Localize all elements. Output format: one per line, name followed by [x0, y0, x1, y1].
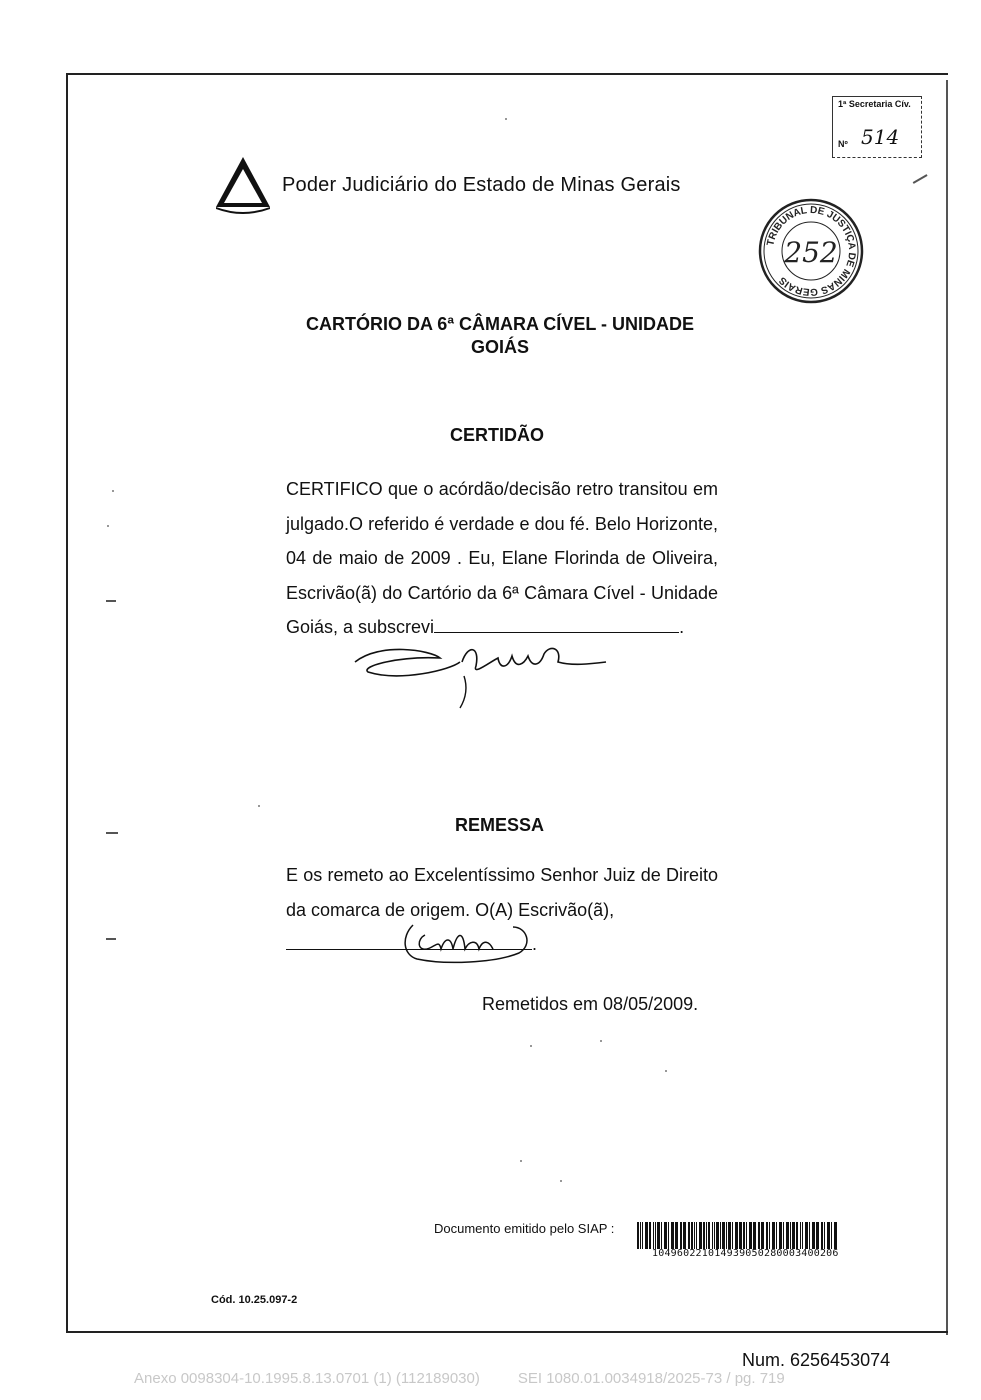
barcode-bar [735, 1222, 738, 1249]
certidao-text: CERTIFICO que o acórdão/decisão retro transitou em julgado.O referido é verdade e dou fé. Belo Horizonte, 04 de maio de 2009 . Eu, Elane Florinda de Oliveira, Escrivão(ã) do Cartório da 6ª Câmara Cível - Unidade Goiás, a subscrevi [286, 479, 718, 637]
barcode-bar [728, 1222, 731, 1249]
barcode-bar [661, 1222, 662, 1249]
court-seal [758, 198, 864, 304]
office-title-line-2: GOIÁS [470, 337, 529, 357]
barcode-bar [816, 1222, 819, 1249]
footer-watermark [134, 1370, 785, 1387]
barcode-bar [691, 1222, 693, 1249]
scan-mark [106, 600, 116, 602]
barcode-bar [783, 1222, 784, 1249]
page-border-bottom [66, 1331, 948, 1333]
barcode-bar [761, 1222, 764, 1249]
barcode-bar [714, 1222, 715, 1249]
office-title-line-1: CARTÓRIO DA 6ª CÂMARA CÍVEL - UNIDADE [305, 314, 694, 334]
footer-left: Anexo 0098304-10.1995.8.13.0701 (1) (112189030) [134, 1370, 480, 1387]
scan-speck [665, 1070, 667, 1072]
barcode-bar [694, 1222, 695, 1249]
barcode-bar [796, 1222, 798, 1249]
scan-mark [106, 832, 118, 834]
barcode-bar [649, 1222, 651, 1249]
barcode-bar [776, 1222, 777, 1249]
barcode-bar [688, 1222, 690, 1249]
form-code: Cód. 10.25.097-2 [211, 1294, 298, 1306]
certidao-end: . [679, 617, 685, 637]
barcode-bar [720, 1222, 721, 1249]
scan-speck [530, 1045, 532, 1047]
certidao-body [286, 472, 718, 645]
scan-speck [520, 1160, 522, 1162]
siap-label: Documento emitido pelo SIAP : [434, 1221, 615, 1236]
scan-speck [107, 525, 109, 527]
signature-line [434, 614, 679, 633]
barcode-bar [726, 1222, 727, 1249]
barcode-bar [637, 1222, 639, 1249]
document-barcode [637, 1222, 870, 1249]
barcode-bar [642, 1222, 643, 1249]
stamp-no-label: Nº [838, 139, 848, 149]
barcode-bar [827, 1222, 830, 1249]
scan-mark [106, 938, 116, 940]
barcode-bar [802, 1222, 803, 1249]
page-border-top [66, 73, 948, 75]
remessa-end: . [532, 934, 538, 954]
page-border-right [946, 80, 948, 1335]
barcode-bar [821, 1222, 823, 1249]
scan-mark [913, 174, 928, 183]
remessa-heading: REMESSA [455, 815, 545, 835]
barcode-bar [712, 1222, 713, 1249]
barcode-bar [790, 1222, 791, 1249]
barcode-bar [766, 1222, 768, 1249]
scan-speck [258, 805, 260, 807]
barcode-bar [716, 1222, 719, 1249]
barcode-bar [708, 1222, 710, 1249]
barcode-bar [800, 1222, 801, 1249]
barcode-bar [664, 1222, 667, 1249]
barcode-bar [722, 1222, 725, 1249]
seal-ring-text: TRIBUNAL DE JUSTIÇA DE MINAS GERAIS [765, 204, 858, 298]
footer-right: SEI 1080.01.0034918/2025-73 / pg. 719 [517, 1370, 785, 1387]
institution-name: Poder Judiciário do Estado de Minas Gerais [282, 173, 681, 196]
barcode-bar [739, 1222, 742, 1249]
barcode-bar [653, 1222, 654, 1249]
document-header [212, 155, 681, 215]
scan-speck [560, 1180, 562, 1182]
seal-handwritten-number: 252 [784, 236, 838, 269]
remessa-signature [395, 915, 538, 967]
barcode-bar [683, 1222, 686, 1249]
barcode-bar [769, 1222, 770, 1249]
barcode-bar [746, 1222, 747, 1249]
scan-speck [600, 1040, 602, 1042]
barcode-bar [703, 1222, 705, 1249]
barcode-bar [671, 1222, 674, 1249]
barcode-bar [834, 1222, 837, 1249]
scan-speck [112, 490, 114, 492]
secretariat-stamp [832, 96, 922, 158]
barcode-bar [706, 1222, 707, 1249]
clerk-signature [340, 632, 610, 712]
barcode-bar [824, 1222, 825, 1249]
barcode-number: 104960221014939050280003400206 [652, 1248, 839, 1259]
barcode-bar [645, 1222, 648, 1249]
stamp-label: 1ª Secretaria Cív. [838, 99, 911, 109]
barcode-bar [732, 1222, 733, 1249]
barcode-bar [696, 1222, 697, 1249]
barcode-bar [699, 1222, 702, 1249]
barcode-bar [753, 1222, 756, 1249]
barcode-bar [640, 1222, 641, 1249]
barcode-bar [743, 1222, 745, 1249]
barcode-bar [675, 1222, 678, 1249]
barcode-bar [749, 1222, 752, 1249]
page-border-left [66, 73, 68, 1333]
court-logo-icon [212, 155, 274, 215]
barcode-bar [655, 1222, 656, 1249]
barcode-bar [812, 1222, 815, 1249]
stamp-page-number: 514 [861, 125, 900, 149]
barcode-bar [657, 1222, 660, 1249]
barcode-bar [831, 1222, 832, 1249]
remessa-text: E os remeto ao Excelentíssimo Senhor Juiz de Direito da comarca de origem. O(A) Escrivão(ã), [286, 865, 718, 920]
barcode-bar [680, 1222, 682, 1249]
barcode-bar [805, 1222, 808, 1249]
document-number: Num. 6256453074 [742, 1350, 891, 1370]
barcode-bar [772, 1222, 775, 1249]
barcode-bar [809, 1222, 810, 1249]
barcode-bar [668, 1222, 669, 1249]
barcode-bar [779, 1222, 782, 1249]
office-title [270, 313, 730, 359]
barcode-bar [792, 1222, 795, 1249]
certidao-heading: CERTIDÃO [450, 425, 544, 445]
barcode-bar [786, 1222, 789, 1249]
barcode-bar [758, 1222, 760, 1249]
scan-speck [505, 118, 507, 120]
remetidos-date: Remetidos em 08/05/2009. [482, 994, 699, 1014]
